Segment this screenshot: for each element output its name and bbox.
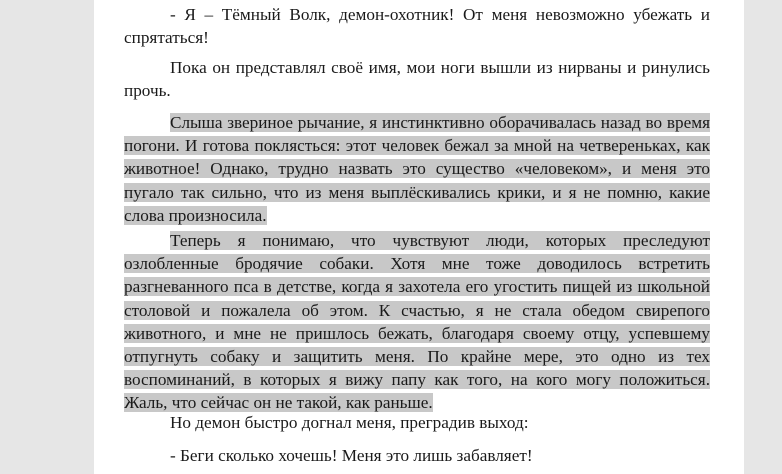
- paragraph-1-text: - Я – Тёмный Волк, демон-охотник! От меня невозможно убежать и спрятаться!: [124, 5, 710, 48]
- paragraph-1[interactable]: [124, 3, 710, 49]
- paragraph-2-text: Пока он представлял своё имя, мои ноги вышли из нирваны и ринулись прочь.: [124, 58, 710, 101]
- paragraph-5[interactable]: [124, 411, 710, 434]
- paragraph-6-text: - Беги сколько хочешь! Меня это лишь забавляет!: [170, 446, 533, 465]
- paragraph-4-selected[interactable]: [124, 229, 710, 415]
- paragraph-4-text: Теперь я понимаю, что чувствуют люди, которых преследуют озлобленные бродячие собаки. Хотя мне тоже доводилось встретить разгневанного пса в детстве, когда я захотела его угостить пищей из школьной столовой и пожалела об этом. К счастью, я не стала обедом свирепого животного, и мне не пришлось бежать, благодаря своему отцу, успевшему отпугнуть собаку и защитить меня. По крайне мере, это одно из тех воспоминаний, в которых я вижу папу как того, на кого могу положиться. Жаль, что сейчас он не такой, как раньше.: [124, 231, 710, 413]
- paragraph-3-selected[interactable]: [124, 111, 710, 227]
- document-page[interactable]: [94, 0, 744, 474]
- paragraph-3-text: Слыша звериное рычание, я инстинктивно оборачивалась назад во время погони. И готова поклясться: этот человек бежал за мной на четвереньках, как животное! Однако, трудно назвать это существо «человеком», и меня это пугало так сильно, что из меня выплёскивались крики, и я не помню, какие слова произносила.: [124, 113, 710, 225]
- paragraph-6[interactable]: [124, 444, 710, 467]
- paragraph-2[interactable]: [124, 56, 710, 102]
- paragraph-5-text: Но демон быстро догнал меня, преградив выход:: [170, 413, 529, 432]
